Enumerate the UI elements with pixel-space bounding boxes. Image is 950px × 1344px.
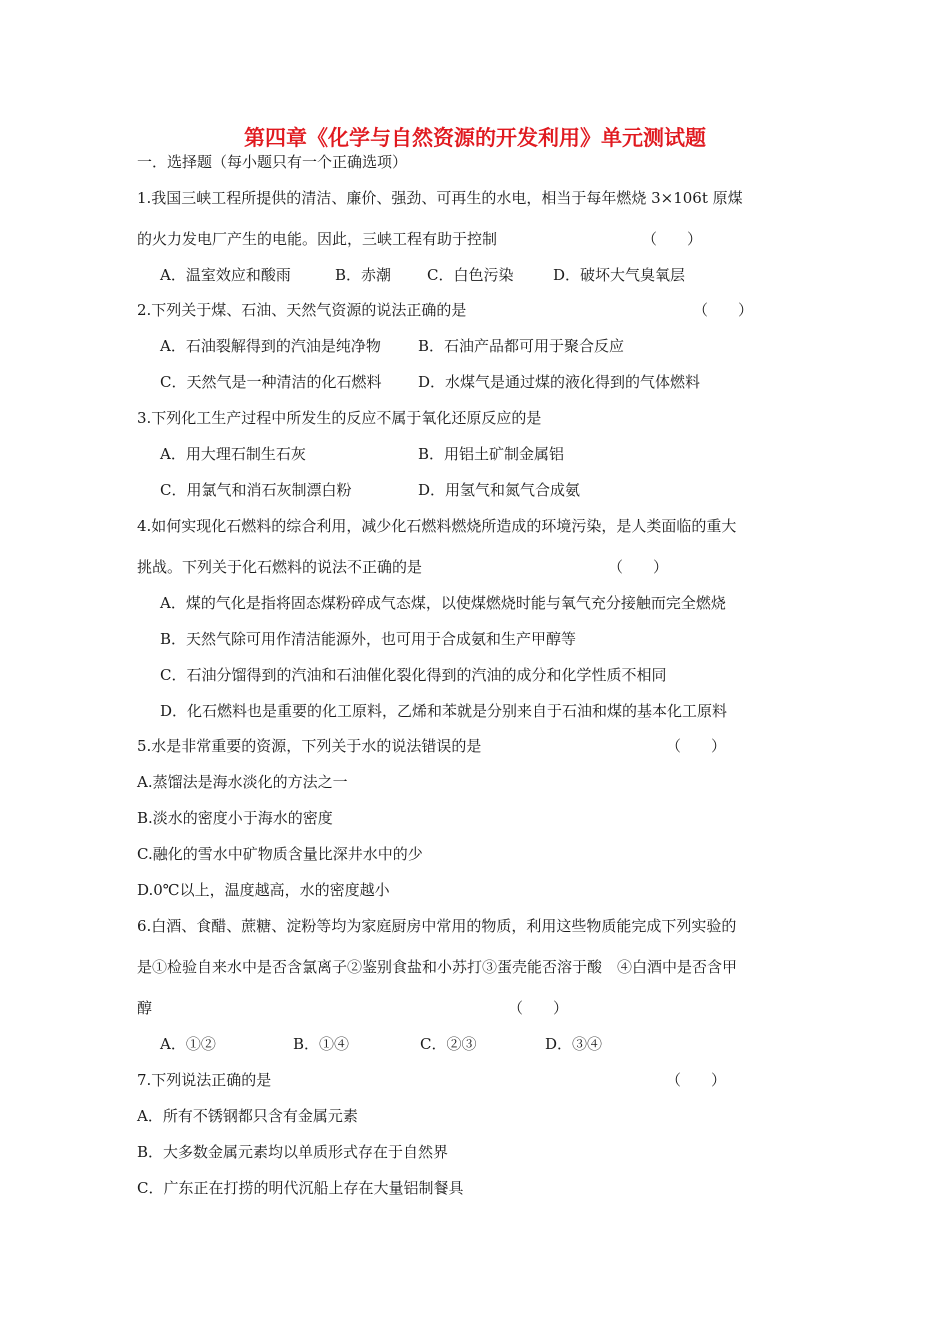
question-3-option-c: C．用氯气和消石灰制漂白粉	[160, 481, 352, 499]
question-5-answer-blank: （ ）	[666, 737, 727, 755]
question-1-option-d: D．破坏大气臭氧层	[553, 266, 686, 284]
question-7-answer-blank: （ ）	[666, 1071, 727, 1089]
question-6-option-a: A．①②	[160, 1035, 216, 1053]
question-2-text: 2.下列关于煤、石油、天然气资源的说法正确的是	[137, 301, 467, 319]
question-5-text: 5.水是非常重要的资源，下列关于水的说法错误的是	[137, 737, 482, 755]
question-4-text: 4.如何实现化石燃料的综合利用，减少化石燃料燃烧所造成的环境污染，是人类面临的重大	[137, 517, 737, 535]
question-1-text-cont: 的火力发电厂产生的电能。因此，三峡工程有助于控制	[137, 230, 498, 248]
question-3-option-d: D．用氢气和氮气合成氨	[418, 481, 581, 499]
question-2-answer-blank: （ ）	[693, 301, 754, 319]
question-4-option-a: A．煤的气化是指将固态煤粉碎成气态煤，以使煤燃烧时能与氧气充分接触而完全燃烧	[160, 594, 726, 612]
question-6-text-cont: 是①检验自来水中是否含氯离子②鉴别食盐和小苏打③蛋壳能否溶于酸 ④白酒中是否含甲	[137, 958, 738, 976]
question-7-option-c: C．广东正在打捞的明代沉船上存在大量铝制餐具	[137, 1179, 464, 1197]
question-7-option-b: B．大多数金属元素均以单质形式存在于自然界	[137, 1143, 449, 1161]
question-3-option-b: B．用铝土矿制金属铝	[418, 445, 565, 463]
question-1-option-a: A．温室效应和酸雨	[160, 266, 291, 284]
question-1-text: 1.我国三峡工程所提供的清洁、廉价、强劲、可再生的水电，相当于每年燃烧 3×106t 原煤	[137, 189, 743, 207]
question-6-text: 6.白酒、食醋、蔗糖、淀粉等均为家庭厨房中常用的物质，利用这些物质能完成下列实验的	[137, 917, 737, 935]
question-7-text: 7.下列说法正确的是	[137, 1071, 272, 1089]
question-6-option-d: D．③④	[545, 1035, 603, 1053]
question-5-option-c: C.融化的雪水中矿物质含量比深井水中的少	[137, 845, 423, 863]
question-4-option-c: C．石油分馏得到的汽油和石油催化裂化得到的汽油的成分和化学性质不相同	[160, 666, 667, 684]
question-6-option-c: C．②③	[420, 1035, 477, 1053]
question-4-option-b: B．天然气除可用作清洁能源外，也可用于合成氨和生产甲醇等	[160, 630, 577, 648]
question-7-option-a: A．所有不锈钢都只含有金属元素	[137, 1107, 358, 1125]
question-1-option-c: C．白色污染	[427, 266, 514, 284]
question-6-text-end: 醇	[137, 999, 153, 1017]
question-4-text-cont: 挑战。下列关于化石燃料的说法不正确的是	[137, 558, 423, 576]
question-2-option-c: C．天然气是一种清洁的化石燃料	[160, 373, 382, 391]
question-5-option-d: D.0℃以上，温度越高，水的密度越小	[137, 881, 390, 899]
question-6-option-b: B．①④	[293, 1035, 350, 1053]
question-1-answer-blank: （ ）	[642, 230, 703, 248]
question-5-option-b: B.淡水的密度小于海水的密度	[137, 809, 333, 827]
question-3-text: 3.下列化工生产过程中所发生的反应不属于氧化还原反应的是	[137, 409, 542, 427]
question-1-option-b: B．赤潮	[335, 266, 392, 284]
question-2-option-b: B．石油产品都可用于聚合反应	[418, 337, 625, 355]
question-3-option-a: A．用大理石制生石灰	[160, 445, 306, 463]
question-6-answer-blank: （ ）	[508, 999, 569, 1017]
section-heading: 一．选择题（每小题只有一个正确选项）	[137, 153, 408, 171]
page-title: 第四章《化学与自然资源的开发利用》单元测试题	[244, 125, 706, 150]
question-5-option-a: A.蒸馏法是海水淡化的方法之一	[137, 773, 348, 791]
question-2-option-d: D．水煤气是通过煤的液化得到的气体燃料	[418, 373, 701, 391]
question-4-answer-blank: （ ）	[608, 558, 669, 576]
question-2-option-a: A．石油裂解得到的汽油是纯净物	[160, 337, 381, 355]
question-4-option-d: D．化石燃料也是重要的化工原料，乙烯和苯就是分别来自于石油和煤的基本化工原料	[160, 702, 728, 720]
